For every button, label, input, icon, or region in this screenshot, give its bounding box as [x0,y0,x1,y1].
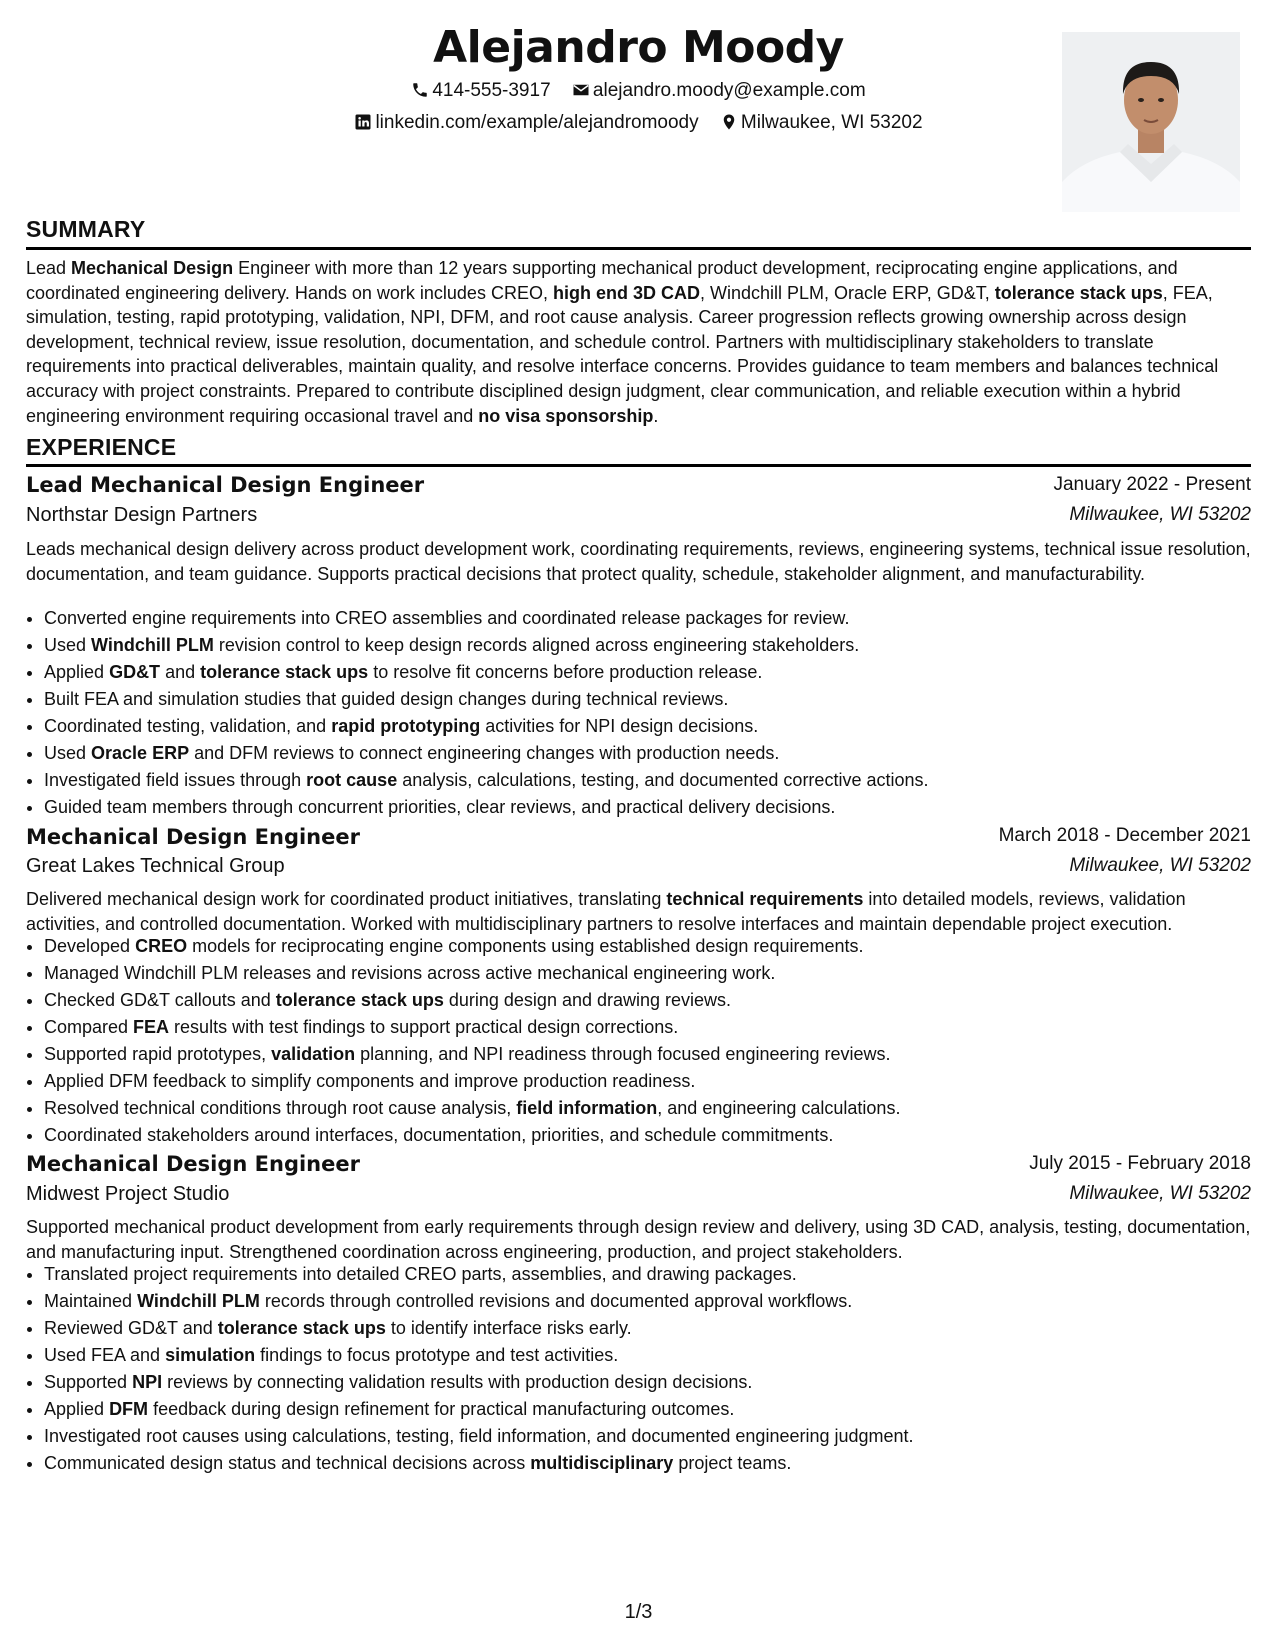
bullet-item [44,1423,1251,1450]
text-run: Applied DFM feedback to simplify components and improve production readiness. [44,1071,696,1091]
text-run: Coordinated testing, validation, and [44,716,332,736]
job-company: Great Lakes Technical Group [26,855,285,877]
text-run: Guided team members through concurrent priorities, clear reviews, and practical delivery decisions. [44,797,836,817]
bold-keyword: Oracle ERP [91,743,190,763]
location-text: Milwaukee, WI 53202 [740,112,923,133]
bullet-item [44,1095,1251,1122]
bullet-item [44,767,1251,794]
job-company: Northstar Design Partners [26,504,258,526]
job-title: Mechanical Design Engineer [26,825,360,849]
candidate-name: Alejandro Moody [433,22,844,73]
bullet-item [44,659,1251,686]
bullet-item [44,632,1251,659]
bold-keyword: rapid prototyping [331,716,481,736]
text-run: models for reciprocating engine components using established design requirements. [187,936,864,956]
job-company: Midwest Project Studio [26,1183,230,1205]
text-run: Checked GD&T callouts and [44,990,276,1010]
text-run: project teams. [673,1453,792,1473]
experience-divider [26,464,1251,467]
text-run: Coordinated stakeholders around interfaces, documentation, priorities, and schedule commitments. [44,1125,834,1145]
job-title: Mechanical Design Engineer [26,1152,360,1176]
summary-heading: SUMMARY [26,216,146,242]
text-run: Communicated design status and technical decisions across [44,1453,531,1473]
job-dates: March 2018 - December 2021 [998,825,1251,846]
email-contact[interactable] [572,80,866,102]
bullet-item [44,605,1251,632]
bold-keyword: tolerance stack ups [994,282,1163,303]
bullet-item [44,1041,1251,1068]
email-text: alejandro.moody@example.com [592,80,866,101]
bold-keyword: field information [516,1098,658,1118]
envelope-icon [572,81,590,99]
bullet-item [44,1342,1251,1369]
bold-keyword: tolerance stack ups [275,990,444,1010]
text-run: Maintained [44,1291,138,1311]
bold-keyword: NPI [132,1372,163,1392]
text-run: records through controlled revisions and documented approval workflows. [259,1291,853,1311]
bullet-item [44,794,1251,821]
linkedin-icon [354,113,372,131]
text-run: Resolved technical conditions through root cause analysis, [44,1098,517,1118]
text-run: Applied [44,1399,110,1419]
bold-keyword: DFM [109,1399,149,1419]
bold-keyword: Windchill PLM [91,635,214,655]
bullet-item [44,1396,1251,1423]
bold-keyword: root cause [306,770,398,790]
location-contact [720,112,923,134]
text-run: Supported [44,1372,133,1392]
text-run: Reviewed GD&T and [44,1318,218,1338]
bold-keyword: no visa sponsorship [478,405,654,426]
bold-keyword: Windchill PLM [137,1291,260,1311]
text-run: into detailed models, reviews, validation activities, and controlled documentation. Worked with multidisciplinary partners to resolve interfaces and maintain dependable project execution. [26,889,1186,934]
text-run: results with test findings to support practical design corrections. [169,1017,679,1037]
bullet-item [44,987,1251,1014]
bold-keyword: FEA [133,1017,170,1037]
text-run: and [160,662,201,682]
bullet-item [44,1014,1251,1041]
job-bullets [26,605,1251,821]
bullet-item [44,1122,1251,1149]
text-run: Used FEA and [44,1345,166,1365]
job-title: Lead Mechanical Design Engineer [26,473,425,497]
text-run: Translated project requirements into detailed CREO parts, assemblies, and drawing packages. [44,1264,797,1284]
job-dates: January 2022 - Present [1053,474,1251,495]
text-run: Engineer with more than 12 years supporting mechanical product development, reciprocating engine applications, and coordinated engineering delivery. Hands on work includes CREO, [26,258,1178,303]
text-run: Supported rapid prototypes, [44,1044,272,1064]
phone-text: 414-555-3917 [432,80,551,101]
text-run: Delivered mechanical design work for coordinated product initiatives, translating [26,889,667,909]
text-run: and DFM reviews to connect engineering changes with production needs. [189,743,780,763]
text-run: , FEA, simulation, testing, rapid prototyping, validation, NPI, DFM, and root cause analysis. Career progression reflects growing ownership across design development, technical review, issue resolution, documentation, and schedule control. Partners with multidisciplinary stakeholders to translate requirements into practical deliverables, maintain quality, and resolve interface concerns. Provides guidance to team members and balances technical accuracy with project constraints. Prepared to contribute disciplined design judgment, clear communication, and reliable execution within a hybrid engineering environment requiring occasional travel and [26,282,1219,426]
text-run: , and engineering calculations. [657,1098,901,1118]
job-location: Milwaukee, WI 53202 [1069,1183,1251,1204]
text-run: reviews by connecting validation results with production design decisions. [162,1372,753,1392]
text-run: activities for NPI design decisions. [480,716,759,736]
bullet-item [44,1068,1251,1095]
text-run: Converted engine requirements into CREO assemblies and coordinated release packages for review. [44,608,850,628]
text-run: Supported mechanical product development from early requirements through design review and delivery, using 3D CAD, analysis, testing, documentation, and manufacturing input. Strengthened coordination across engineering, production, and project stakeholders. [26,1217,1251,1262]
profile-photo [1062,32,1240,212]
resume-page [26,0,1251,1650]
text-run: Investigated field issues through [44,770,307,790]
bold-keyword: CREO [135,936,188,956]
bold-keyword: GD&T [109,662,161,682]
text-run: , Windchill PLM, Oracle ERP, GD&T, [699,282,995,303]
job-bullets [26,1261,1251,1477]
job-location: Milwaukee, WI 53202 [1069,504,1251,525]
phone-contact[interactable] [411,80,550,102]
text-run: feedback during design refinement for practical manufacturing outcomes. [148,1399,735,1419]
text-run: Used [44,635,92,655]
text-run: findings to focus prototype and test activities. [255,1345,619,1365]
bullet-item [44,713,1251,740]
text-run: Developed [44,936,136,956]
text-run: Used [44,743,92,763]
text-run: to identify interface risks early. [385,1318,632,1338]
text-run: Compared [44,1017,134,1037]
bold-keyword: tolerance stack ups [217,1318,386,1338]
bold-keyword: Mechanical Design [71,258,234,278]
text-run: Applied [44,662,110,682]
text-run: revision control to keep design records aligned across engineering stakeholders. [213,635,860,655]
bold-keyword: technical requirements [666,889,864,909]
text-run: Leads mechanical design delivery across product development work, coordinating requirements, reviews, engineering systems, technical issue resolution, documentation, and team guidance. Supports practical decisions that protect quality, schedule, stakeholder alignment, and manufacturability. [26,539,1251,584]
text-run: planning, and NPI readiness through focused engineering reviews. [355,1044,891,1064]
text-run: to resolve fit concerns before production release. [368,662,763,682]
bullet-item [44,1315,1251,1342]
bold-keyword: tolerance stack ups [200,662,369,682]
summary-divider [26,247,1251,250]
bold-keyword: high end 3D CAD [552,282,700,303]
bullet-item [44,1369,1251,1396]
text-run: during design and drawing reviews. [443,990,732,1010]
text-run: Lead [26,258,72,278]
bullet-item [44,1450,1251,1477]
job-dates: July 2015 - February 2018 [1029,1153,1251,1174]
summary-text [26,256,1251,428]
bullet-item [44,933,1251,960]
bullet-item [44,1288,1251,1315]
bold-keyword: validation [271,1044,356,1064]
bullet-item [44,960,1251,987]
linkedin-contact[interactable] [354,112,698,134]
linkedin-text: linkedin.com/example/alejandromoody [375,112,699,133]
text-run: analysis, calculations, testing, and documented corrective actions. [397,770,929,790]
job-description [26,537,1251,586]
map-pin-icon [720,113,738,131]
job-bullets [26,933,1251,1149]
phone-icon [411,81,429,99]
job-location: Milwaukee, WI 53202 [1069,855,1251,876]
bullet-item [44,740,1251,767]
text-run: Managed Windchill PLM releases and revisions across active mechanical engineering work. [44,963,776,983]
page-number: 1/3 [624,1601,653,1623]
job-description [26,887,1251,936]
text-run: Investigated root causes using calculations, testing, field information, and documented engineering judgment. [44,1426,914,1446]
bold-keyword: multidisciplinary [530,1453,674,1473]
job-description [26,1215,1251,1264]
bullet-item [44,686,1251,713]
bullet-item [44,1261,1251,1288]
experience-heading: EXPERIENCE [26,434,177,460]
text-run: . [653,405,659,426]
bold-keyword: simulation [165,1345,256,1365]
text-run: Built FEA and simulation studies that guided design changes during technical reviews. [44,689,729,709]
